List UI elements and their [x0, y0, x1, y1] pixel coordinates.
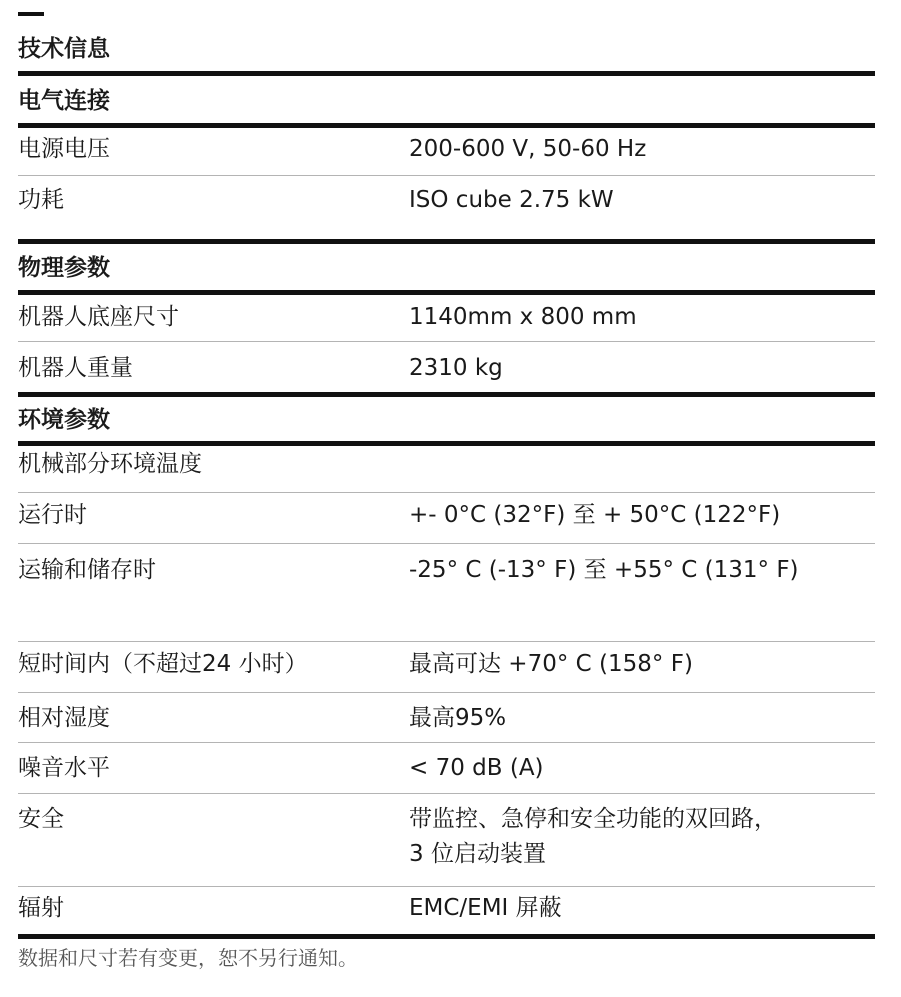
- section-rule: [18, 239, 875, 244]
- row-label-ambient-temperature: 机械部分环境温度: [18, 451, 202, 477]
- row-label-operation: 运行时: [18, 502, 87, 528]
- row-divider: [18, 543, 875, 544]
- row-value-power-consumption: ISO cube 2.75 kW: [409, 187, 614, 213]
- row-label-base-dimensions: 机器人底座尺寸: [18, 304, 179, 330]
- row-label-power-consumption: 功耗: [18, 187, 64, 213]
- row-value-transport-storage: -25° C (-13° F) 至 +55° C (131° F): [409, 557, 799, 583]
- row-divider: [18, 692, 875, 693]
- row-label-robot-weight: 机器人重量: [18, 355, 133, 381]
- row-value-robot-weight: 2310 kg: [409, 355, 503, 381]
- row-value-safety-line-1: 带监控、急停和安全功能的双回路，: [409, 806, 777, 832]
- row-value-operation: +- 0°C (32°F) 至 + 50°C (122°F): [409, 502, 781, 528]
- row-label-emission: 辐射: [18, 895, 64, 921]
- section-rule: [18, 290, 875, 295]
- row-value-emission: EMC/EMI 屏蔽: [409, 895, 562, 921]
- row-label-transport-storage: 运输和储存时: [18, 557, 156, 583]
- row-divider: [18, 886, 875, 887]
- top-rule-mark: [18, 12, 44, 16]
- section-rule: [18, 441, 875, 446]
- row-label-safety: 安全: [18, 806, 64, 832]
- section-rule: [18, 123, 875, 128]
- row-divider: [18, 793, 875, 794]
- row-label-supply-voltage: 电源电压: [18, 136, 110, 162]
- row-divider: [18, 492, 875, 493]
- row-value-humidity: 最高95%: [409, 705, 507, 731]
- section-rule: [18, 392, 875, 397]
- row-value-base-dimensions: 1140mm x 800 mm: [409, 304, 637, 330]
- row-label-noise-level: 噪音水平: [18, 755, 110, 781]
- row-divider: [18, 641, 875, 642]
- row-label-humidity: 相对湿度: [18, 705, 110, 731]
- row-divider: [18, 742, 875, 743]
- row-value-short-term: 最高可达 +70° C (158° F): [409, 651, 693, 677]
- row-value-safety-line-2: 3 位启动装置: [409, 841, 546, 867]
- section-heading-environment: 环境参数: [18, 407, 110, 433]
- row-value-noise-level: < 70 dB (A): [409, 755, 544, 781]
- section-heading-physical: 物理参数: [18, 255, 110, 281]
- footnote: 数据和尺寸若有变更，恕不另行通知。: [18, 946, 358, 970]
- table-bottom-rule: [18, 934, 875, 939]
- row-divider: [18, 341, 875, 342]
- section-heading-electrical: 电气连接: [18, 88, 110, 114]
- row-value-supply-voltage: 200-600 V, 50-60 Hz: [409, 136, 647, 162]
- page-title: 技术信息: [18, 36, 110, 62]
- section-rule: [18, 71, 875, 76]
- row-label-short-term: 短时间内（不超过24 小时）: [18, 651, 308, 677]
- row-divider: [18, 175, 875, 176]
